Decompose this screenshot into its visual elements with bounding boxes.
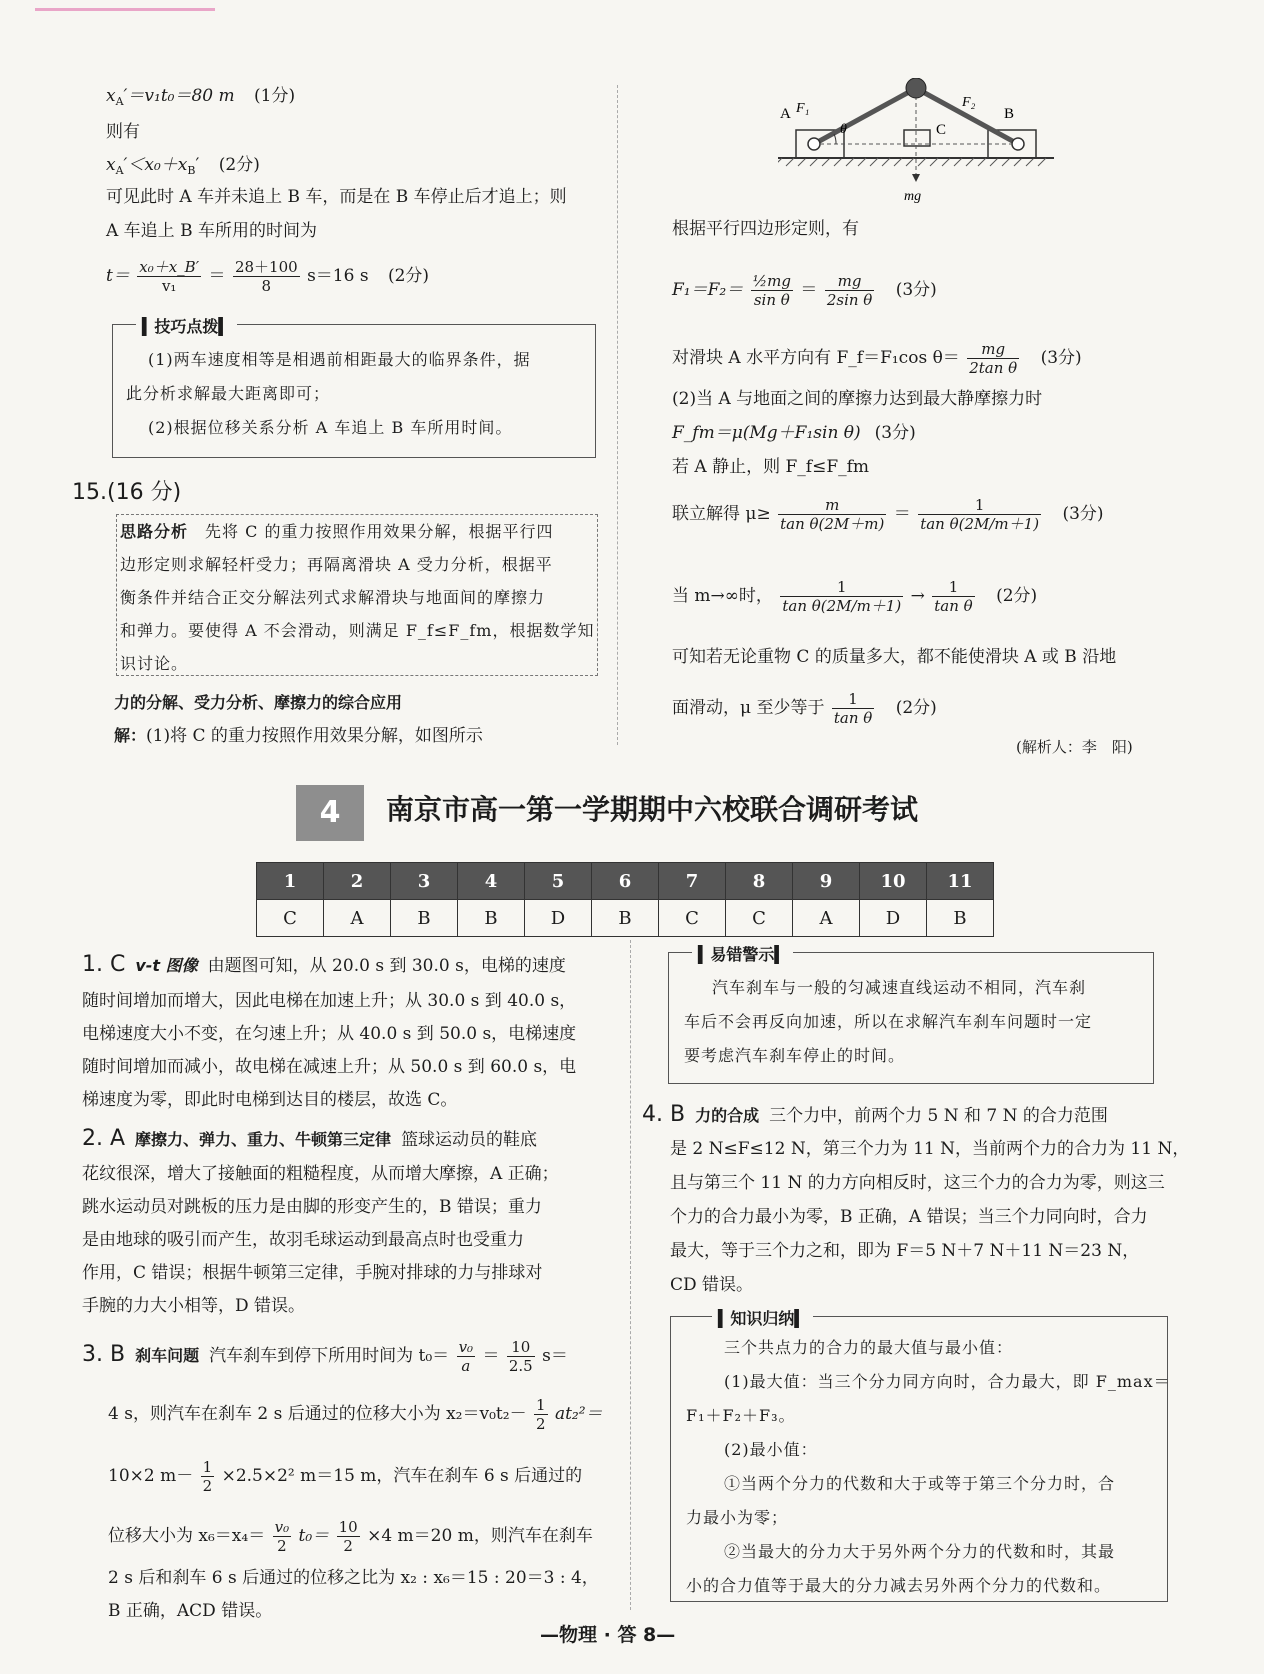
warn-line-1: 汽车刹车与一般的匀减速直线运动不相同，汽车刹: [712, 978, 1087, 997]
label-A: A: [780, 106, 791, 122]
q-number: 6: [592, 863, 659, 900]
know-line-5: ①当两个分力的代数和大于或等于第三个分力时，合: [724, 1474, 1116, 1493]
q-answer: B: [927, 900, 994, 937]
q3-line-1: 3. B 刹车问题 汽车刹车到停下所用时间为 t₀＝ $\frac{\text{v₀}}{a}$ ＝ $\frac{10}{2.5}$ s＝: [82, 1338, 568, 1375]
q4-line-5: 最大，等于三个力之和，即为 F＝5 N＋7 N＋11 N＝23 N，: [670, 1241, 1140, 1261]
eq-inequality: $x_A'<x_0+x_B'$ (2分): [106, 155, 260, 177]
answer-table: [256, 862, 994, 937]
column-divider-bottom: [630, 940, 631, 1610]
tip-line-1: (1)两车速度相等是相遇前相距最大的临界条件，据: [148, 350, 531, 369]
warn-line-2: 车后不会再反向加速，所以在求解汽车刹车问题时一定: [684, 1012, 1093, 1031]
q-answer: B: [458, 900, 525, 937]
q-answer: C: [726, 900, 793, 937]
knowledge-box-title: ▍ 知识归纳 ▍: [712, 1306, 813, 1329]
q-number: 1: [257, 863, 324, 900]
label-mg: mg: [904, 189, 922, 204]
eq-Ff: 对滑块 A 水平方向有 F_f＝F₁cos θ＝ $\frac{mg}{\text{2tan θ}}$ (3分): [672, 340, 1082, 377]
eq-xA-prime: $x_A'=v_1t_0=80$ m (1分): [106, 86, 296, 108]
q4-line-6: CD 错误。: [670, 1275, 754, 1295]
warn-box-title: ▍ 易错警示 ▍: [692, 942, 793, 965]
analysis-line-3: 衡条件并结合正交分解法列式求解滑块与地面间的摩擦力: [120, 588, 546, 607]
q-answer: C: [659, 900, 726, 937]
know-line-1: 三个共点力的合力的最大值与最小值：: [724, 1338, 1014, 1357]
q2-line-1: 2. A 摩擦力、弹力、重力、牛顿第三定律 篮球运动员的鞋底: [82, 1126, 538, 1151]
analysis-line-2: 边形定则求解轻杆受力；再隔离滑块 A 受力分析，根据平: [120, 555, 553, 574]
q-number: 3: [391, 863, 458, 900]
know-line-3: F₁＋F₂＋F₃。: [686, 1406, 796, 1425]
q-answer: B: [391, 900, 458, 937]
q4-line-3: 且与第三个 11 N 的力方向相反时，这三个力的合力为零，则这三: [670, 1173, 1165, 1193]
q1-line-2: 随时间增加而增大，因此电梯在加速上升；从 30.0 s 到 40.0 s，: [82, 991, 577, 1011]
text-line: 可知若无论重物 C 的质量多大，都不能使滑块 A 或 B 沿地: [672, 647, 1117, 667]
q-number: 9: [793, 863, 860, 900]
q3-line-5: 2 s 后和刹车 6 s 后通过的位移之比为 x₂ : x₆＝15 : 20＝3 : 4，: [108, 1568, 599, 1588]
top-accent-line: [35, 8, 215, 11]
q-answer: A: [324, 900, 391, 937]
tip-line-2: 此分析求解最大距离即可；: [126, 384, 331, 403]
column-divider-top: [617, 85, 618, 745]
q2-line-2: 花纹很深，增大了接触面的粗糙程度，从而增大摩擦，A 正确；: [82, 1164, 559, 1184]
section-title: 南京市高一第一学期期中六校联合调研考试: [386, 793, 919, 826]
q-number: 7: [659, 863, 726, 900]
q2-line-4: 是由地球的吸引而产生，故羽毛球运动到最高点时也受重力: [82, 1230, 524, 1250]
page-footer: —物理 · 答 8—: [540, 1624, 676, 1646]
q3-line-6: B 正确，ACD 错误。: [108, 1601, 273, 1621]
q4-line-2: 是 2 N≤F≤12 N，第三个力为 11 N，当前两个力的合力为 11 N，: [670, 1139, 1190, 1159]
q-answer: D: [860, 900, 927, 937]
q15-header: 15.(16 分): [72, 480, 182, 505]
eq-mu: 联立解得 μ≥ $\frac{m}{\text{tan θ(2M＋m)}}$ ＝ $\frac{1}{\text{tan θ(2M/m＋1)}}$ (3分): [672, 496, 1104, 533]
q4-line-1: 4. B 力的合成 三个力中，前两个力 5 N 和 7 N 的合力范围: [642, 1102, 1108, 1127]
q1-line-1: 1. C v-t 图像 由题图可知，从 20.0 s 到 30.0 s，电梯的速度: [82, 952, 566, 977]
eq-F1F2: F₁＝F₂＝ $\frac{\text{½mg}}{\text{sin θ}}$ ＝ $\frac{mg}{\text{2sin θ}}$ (3分): [672, 272, 937, 309]
q15-solution: 解：(1)将 C 的重力按照作用效果分解，如图所示: [114, 726, 483, 746]
know-line-6: 力最小为零；: [686, 1508, 789, 1527]
q-number: 5: [525, 863, 592, 900]
q-number: 10: [860, 863, 927, 900]
know-line-2: (1)最大值：当三个分力同方向时，合力最大，即 F_max＝: [724, 1372, 1171, 1391]
force-diagram: [778, 78, 1054, 208]
eq-limit: 当 m→∞时， $\frac{1}{\text{tan θ(2M/m＋1)}}$ → $\frac{1}{\text{tan θ}}$ (2分): [672, 578, 1038, 615]
know-line-7: ②当最大的分力大于另外两个分力的代数和时，其最: [724, 1542, 1116, 1561]
text-line: A 车追上 B 车所用的时间为: [106, 221, 317, 241]
label-F2: F₂: [962, 95, 976, 110]
text-line: 根据平行四边形定则，有: [672, 219, 859, 239]
text-line: 若 A 静止，则 F_f≤F_fm: [672, 457, 870, 477]
text-line: 可见此时 A 车并未追上 B 车，而是在 B 车停止后才追上；则: [106, 187, 567, 207]
q-number: 4: [458, 863, 525, 900]
q1-line-3: 电梯速度大小不变，在匀速上升；从 40.0 s 到 50.0 s，电梯速度: [82, 1024, 577, 1044]
analyst: (解析人：李 阳): [1016, 738, 1133, 756]
q4-line-4: 个力的合力最小为零，B 正确，A 错误；当三个力同向时，合力: [670, 1207, 1148, 1227]
q3-line-4: 位移大小为 x₆＝x₄＝ $\frac{\text{v₀}}{2}$ t₀＝ $\frac{10}{2}$ ×4 m＝20 m，则汽车在刹车: [108, 1518, 593, 1555]
text-line: (2)当 A 与地面之间的摩擦力达到最大静摩擦力时: [672, 389, 1043, 409]
analysis-line-5: 识讨论。: [120, 654, 189, 673]
label-B: B: [1004, 106, 1015, 122]
label-theta: θ: [840, 122, 847, 137]
q-answer: D: [525, 900, 592, 937]
q-number: 8: [726, 863, 793, 900]
q2-line-3: 跳水运动员对跳板的压力是由脚的形变产生的，B 错误；重力: [82, 1197, 542, 1217]
q3-line-3: 10×2 m－ $\frac{1}{2}$ ×2.5×2² m＝15 m，汽车在刹车 6 s 后通过的: [108, 1458, 583, 1495]
q-answer: B: [592, 900, 659, 937]
q-answer: C: [257, 900, 324, 937]
weight-ball: [906, 78, 926, 98]
q2-line-5: 作用，C 错误；根据牛顿第三定律，手腕对排球的力与排球对: [82, 1263, 543, 1283]
q-number: 11: [927, 863, 994, 900]
label-C: C: [936, 122, 947, 138]
q15-topic: 力的分解、受力分析、摩擦力的综合应用: [114, 693, 403, 712]
analysis-line-1: 思路分析 先将 C 的重力按照作用效果分解，根据平行四: [120, 522, 554, 541]
eq-time: t＝ $\frac{\text{x₀＋x\_B′}}{\text{v₁}}$ ＝ $\frac{28+100}{8}$ s＝16 s (2分): [106, 258, 430, 295]
tip-line-3: (2)根据位移关系分析 A 车追上 B 车所用时间。: [148, 418, 513, 437]
section-number-badge: 4: [296, 785, 364, 841]
q1-line-4: 随时间增加而减小，故电梯在减速上升；从 50.0 s 到 60.0 s，电: [82, 1057, 577, 1077]
q-number: 2: [324, 863, 391, 900]
analysis-line-4: 和弹力。要使得 A 不会滑动，则满足 F_f≤F_fm，根据数学知: [120, 621, 595, 640]
tip-box-title: ▍ 技巧点拨 ▍: [136, 314, 237, 337]
eq-Ffm: F_fm＝μ(Mg＋F₁sin θ) (3分): [672, 423, 916, 443]
eq-mu-min: 面滑动，μ 至少等于 $\frac{1}{\text{tan θ}}$ (2分): [672, 690, 937, 727]
then-have: 则有: [106, 122, 140, 142]
know-line-8: 小的合力值等于最大的分力减去另外两个分力的代数和。: [686, 1576, 1112, 1595]
label-F1: F₁: [796, 101, 810, 116]
q1-line-5: 梯速度为零，即此时电梯到达目的楼层，故选 C。: [82, 1090, 458, 1110]
q-answer: A: [793, 900, 860, 937]
q3-line-2: 4 s，则汽车在刹车 2 s 后通过的位移大小为 x₂＝v₀t₂－ $\frac{1}{2}$ at₂²＝: [108, 1396, 603, 1433]
know-line-4: (2)最小值：: [724, 1440, 818, 1459]
warn-line-3: 要考虑汽车刹车停止的时间。: [684, 1046, 906, 1065]
q2-line-6: 手腕的力大小相等，D 错误。: [82, 1296, 306, 1316]
